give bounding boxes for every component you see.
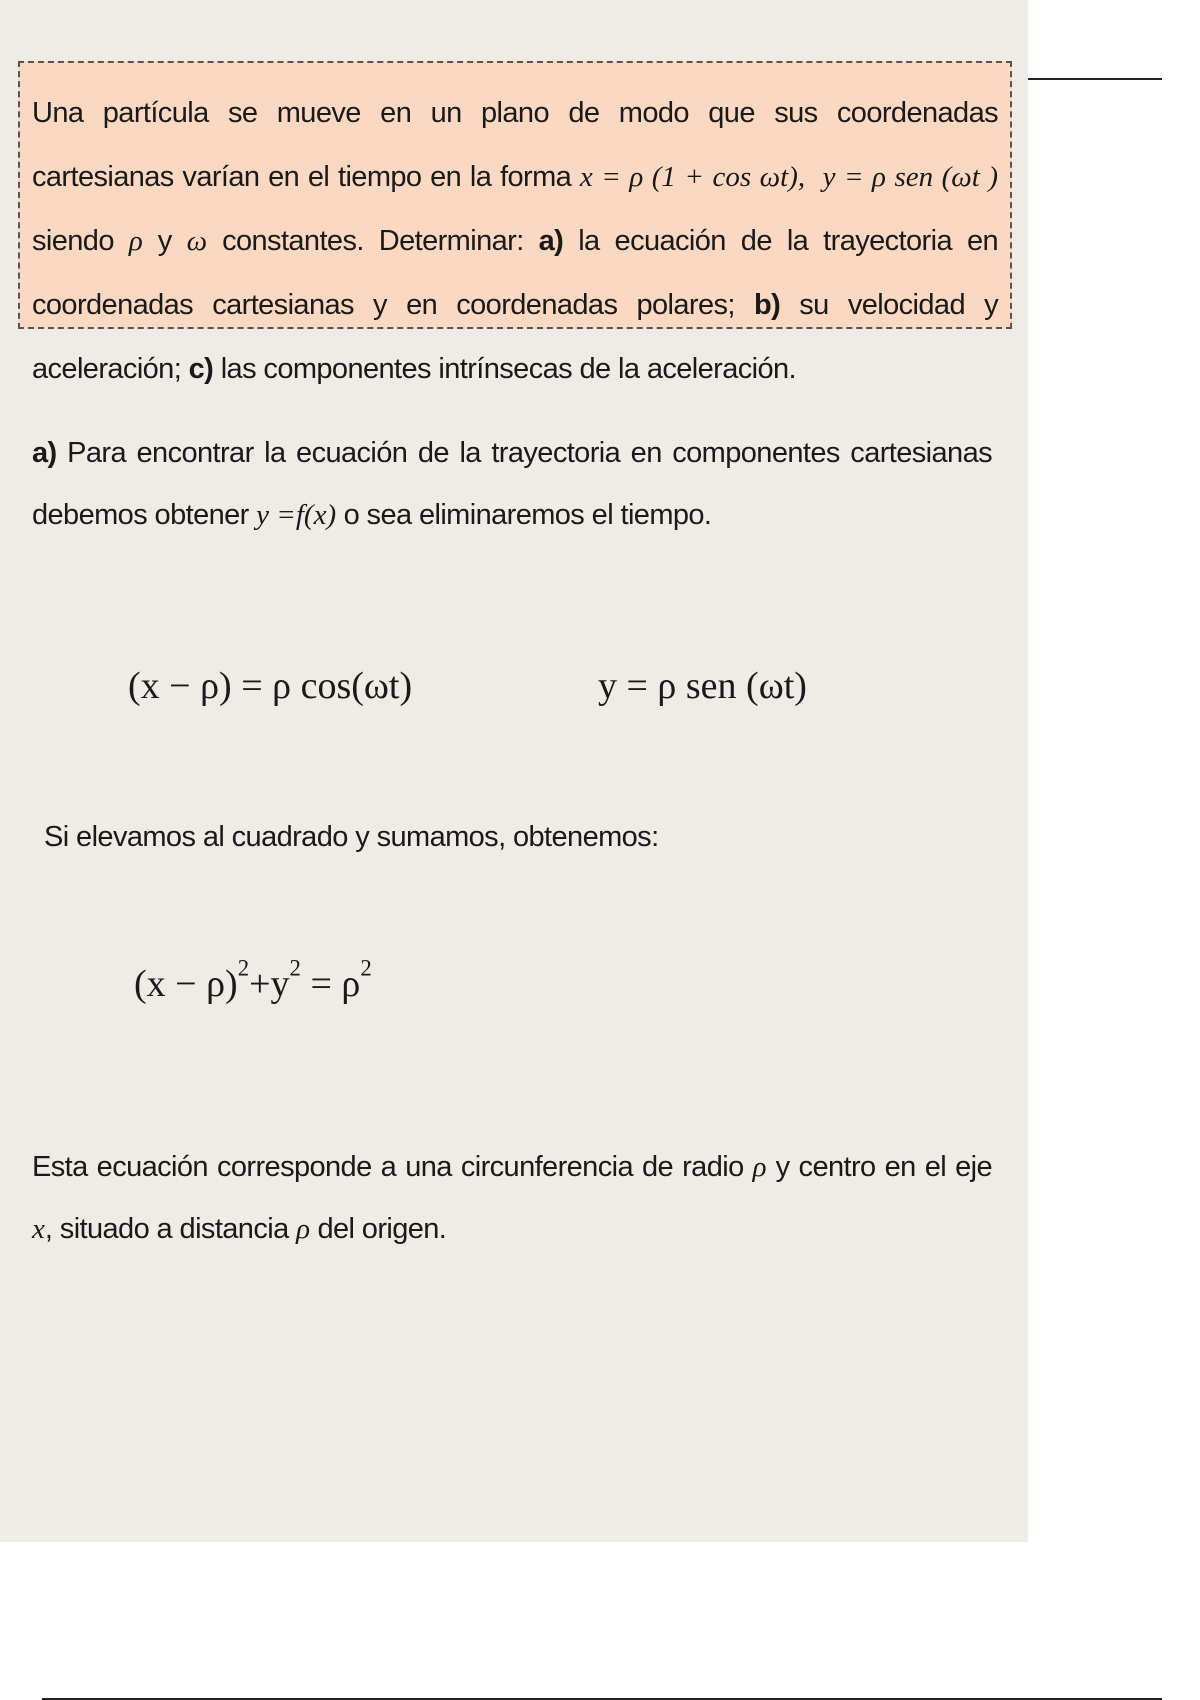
square-and-sum-text: Si elevamos al cuadrado y sumamos, obtenemos: (44, 821, 659, 853)
problem-rho: ρ (128, 225, 143, 257)
problem-label-b: b) (753, 289, 781, 321)
problem-label-c: c) (188, 353, 214, 385)
circle-equation-exponent-3: 2 (360, 955, 372, 981)
problem-equation-x: x = ρ (1 + cos ωt), (579, 161, 806, 193)
circle-equation (134, 955, 372, 1006)
problem-text-3: y (142, 225, 187, 257)
top-rule (1028, 78, 1162, 80)
equation-y-component: y = ρ sen (ωt) (598, 665, 807, 707)
solution-intro-equation: y =f(x) (256, 499, 337, 531)
problem-equation-y: y = ρ sen (ωt ) (822, 161, 998, 193)
conclusion-rho: ρ (752, 1151, 767, 1183)
problem-text-1: Una partícula se mueve en un plano de modo que sus coordenadas cartesianas varían en el tiempo en la forma (32, 97, 998, 193)
problem-text-b: su velocidad y aceleración; (32, 289, 998, 385)
problem-text-a: la ecuación de la trayectoria en coordenadas cartesianas y en coordenadas polares; (32, 225, 998, 321)
solution-part-label: a) (32, 437, 57, 469)
solution-intro-text-2: o sea eliminaremos el tiempo. (336, 499, 712, 531)
problem-label-a: a) (538, 225, 564, 257)
conclusion-rho-2: ρ (296, 1213, 310, 1245)
circle-equation-term-1: (x − ρ) (134, 963, 238, 1005)
solution-intro-text-1: Para encontrar la ecuación de la trayectoria en componentes cartesianas debemos obtener (32, 437, 992, 531)
problem-statement-box (18, 61, 1012, 385)
circle-equation-term-3: = ρ (300, 963, 361, 1005)
equation-x-component: (x − ρ) = ρ cos(ωt) (128, 665, 413, 707)
conclusion-text-4: del origen. (309, 1213, 447, 1245)
circle-equation-term-2: +y (249, 963, 290, 1005)
circle-equation-exponent-2: 2 (289, 955, 301, 981)
problem-text-c: las componentes intrínsecas de la aceleración. (213, 353, 796, 385)
problem-text-4: constantes. Determinar: (207, 225, 539, 257)
conclusion-text (32, 1136, 992, 1260)
solution-intro (32, 422, 992, 546)
conclusion-text-2: y centro en el eje (766, 1151, 993, 1183)
conclusion-text-3: , situado a distancia (44, 1213, 297, 1245)
problem-omega: ω (186, 225, 208, 257)
problem-text-2: siendo (32, 225, 129, 257)
conclusion-text-1: Esta ecuación corresponde a una circunferencia de radio (32, 1151, 753, 1183)
circle-equation-exponent-1: 2 (237, 955, 250, 981)
conclusion-x: x (32, 1213, 45, 1245)
